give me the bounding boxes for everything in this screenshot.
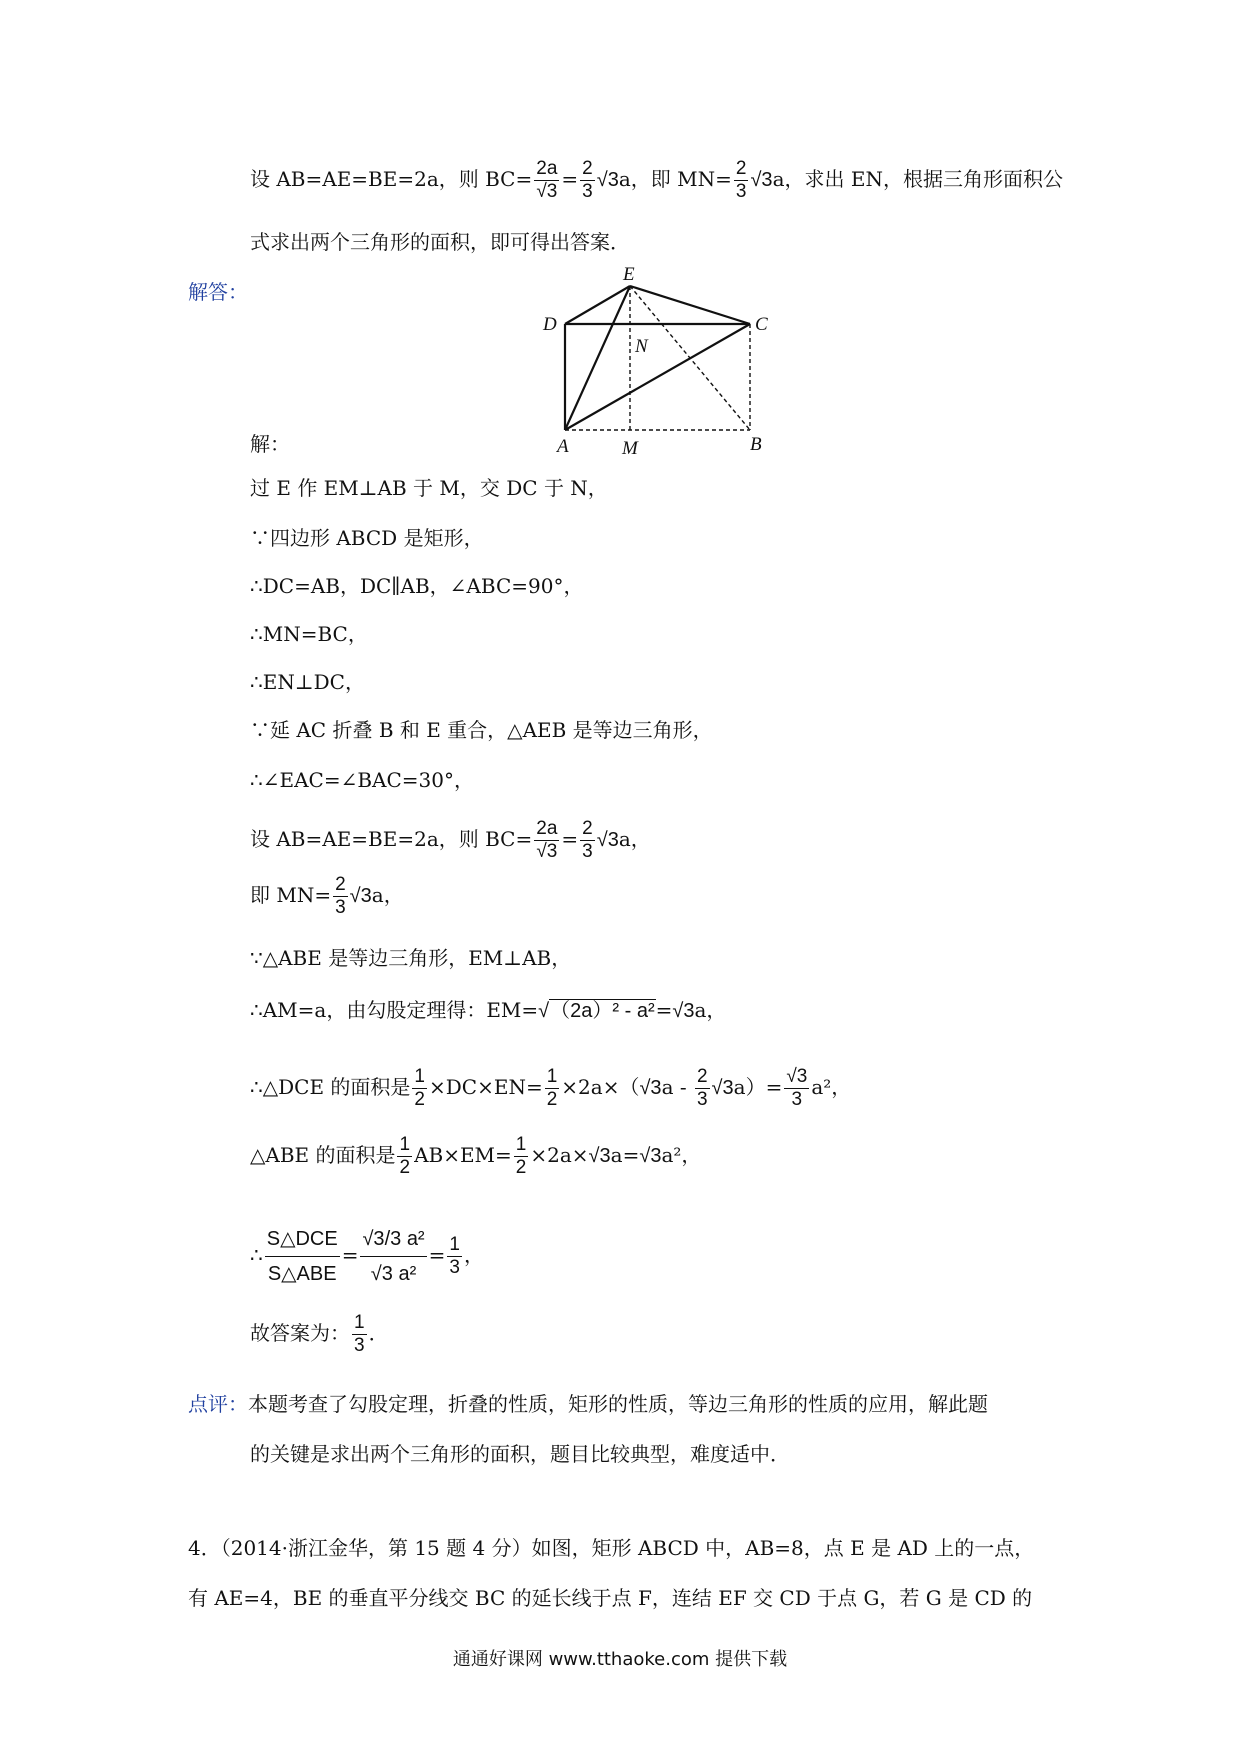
ratio-fraction	[265, 1222, 340, 1291]
radicand: （2a）² - a²	[550, 1000, 655, 1022]
numerator: 2	[582, 818, 593, 839]
text: a²，	[811, 1075, 852, 1099]
geometry-figure	[543, 264, 775, 459]
analysis-line-2: 式求出两个三角形的面积，即可得出答案．	[250, 230, 630, 254]
text: ×DC×EN=	[428, 1075, 543, 1099]
label-n: N	[635, 336, 648, 357]
solution-step-9	[250, 874, 404, 919]
numerator: 2	[735, 158, 747, 179]
denominator: 3	[696, 1089, 708, 1110]
equals: =	[655, 998, 673, 1022]
denominator: 3	[449, 1257, 460, 1278]
denominator: 3	[582, 181, 593, 202]
numerator: √3	[786, 1066, 808, 1087]
sqrt: √3	[349, 885, 372, 907]
text: ×2a×（	[561, 1075, 640, 1099]
value: a²	[406, 1228, 425, 1250]
text: △ABE 的面积是	[250, 1143, 396, 1167]
text: a，即 MN=	[618, 167, 732, 191]
text: 设 AB=AE=BE=2a，则 BC=	[250, 167, 533, 191]
label-b: B	[750, 434, 762, 455]
numerator: √3/3 a²	[360, 1222, 426, 1257]
value-fraction	[360, 1222, 426, 1291]
solution-step-2: ∵四边形 ABCD 是矩形，	[250, 526, 484, 550]
denominator: 3	[735, 181, 747, 202]
solution-step-4: ∴MN=BC，	[250, 622, 368, 646]
answer-label: 解答：	[188, 280, 248, 304]
solution-step-3: ∴DC=AB，DC∥AB，∠ABC=90°，	[250, 574, 584, 598]
label-e: E	[623, 264, 635, 285]
area-dce: S△DCE	[266, 1228, 338, 1250]
denominator	[265, 1257, 340, 1291]
edge-eb-dashed	[630, 286, 750, 430]
answer-fraction	[352, 1312, 367, 1357]
fraction	[580, 818, 595, 863]
fraction-half	[514, 1134, 529, 1179]
numerator: 2a	[536, 158, 558, 179]
solution-step-11	[250, 996, 726, 1025]
numerator: 2a	[536, 818, 558, 839]
text: ∴	[250, 1243, 263, 1267]
sqrt: √3	[639, 1077, 662, 1099]
sqrt: √3	[596, 169, 619, 191]
numerator	[265, 1222, 340, 1257]
solution-step-14	[250, 1222, 484, 1291]
numerator: 1	[399, 1134, 411, 1155]
denominator: √3	[536, 181, 558, 202]
text: a=	[610, 1143, 640, 1167]
edge-ac	[565, 324, 750, 430]
sqrt: √3	[588, 1145, 611, 1167]
edge-ae	[565, 286, 630, 430]
solution-start: 解：	[250, 432, 290, 456]
sqrt: √3	[370, 1263, 393, 1285]
sqrt: √3	[362, 1228, 385, 1250]
label-m: M	[622, 438, 638, 459]
text: ∴△DCE 的面积是	[250, 1075, 411, 1099]
text: ∴AM=a，由勾股定理得：EM=	[250, 998, 539, 1022]
value: a²	[398, 1263, 417, 1285]
equals: =	[341, 1243, 359, 1267]
numerator: 1	[354, 1312, 365, 1333]
label-c: C	[755, 314, 768, 335]
fraction-half	[412, 1066, 427, 1111]
denominator: 3	[354, 1335, 365, 1356]
comment-label: 点评：	[188, 1392, 248, 1416]
text: a）=	[733, 1075, 783, 1099]
numerator: 2	[696, 1066, 708, 1087]
sqrt: √3	[750, 169, 773, 191]
problem-4-line-1: 4．（2014·浙江金华，第 15 题 4 分）如图，矩形 ABCD 中，AB=8，点 E 是 AD 上的一点，	[188, 1536, 1035, 1560]
sqrt: √3	[596, 829, 619, 851]
comment-line-1	[188, 1390, 988, 1418]
solution-step-13	[250, 1134, 701, 1179]
fraction-half	[397, 1134, 412, 1179]
fraction	[534, 818, 559, 863]
text: ，	[463, 1243, 484, 1267]
denominator: 3	[335, 897, 346, 918]
area-abe: S△ABE	[267, 1263, 337, 1285]
text: 即 MN=	[250, 883, 332, 907]
denominator: √3	[536, 841, 558, 862]
text: a，求出 EN，根据三角形面积公	[772, 167, 1063, 191]
numerator: 1	[546, 1066, 558, 1087]
sqrt: √3	[711, 1077, 734, 1099]
text: 故答案为：	[250, 1321, 350, 1345]
equals: =	[428, 1243, 446, 1267]
denominator: 2	[546, 1089, 558, 1110]
denominator: 2	[414, 1089, 425, 1110]
solution-step-15	[250, 1312, 389, 1357]
fraction	[534, 158, 559, 203]
denominator: 3	[582, 841, 593, 862]
analysis-line-1	[250, 158, 1063, 203]
numerator: 1	[515, 1134, 527, 1155]
fraction	[695, 1066, 710, 1111]
numerator: 1	[449, 1234, 460, 1255]
label-a: A	[557, 436, 569, 457]
sqrt: √3	[672, 1000, 695, 1022]
solution-step-7: ∴∠EAC=∠BAC=30°，	[250, 768, 474, 792]
equals: =	[561, 167, 579, 191]
fraction	[580, 158, 595, 203]
text: ×2a×	[530, 1143, 589, 1167]
result-fraction	[447, 1234, 462, 1279]
equals: =	[561, 827, 579, 851]
sqrt-expression: √（2a）² - a²	[538, 1000, 655, 1022]
solution-step-12	[250, 1066, 851, 1111]
numerator: 2	[335, 874, 346, 895]
comment-text: 本题考查了勾股定理，折叠的性质，矩形的性质，等边三角形的性质的应用，解此题	[248, 1392, 988, 1416]
denominator: 2	[515, 1157, 527, 1178]
solution-step-5: ∴EN⊥DC，	[250, 670, 365, 694]
text: a，	[371, 883, 404, 907]
edge-ec	[630, 286, 750, 324]
sqrt: √3	[639, 1145, 662, 1167]
solution-step-10: ∵△ABE 是等边三角形，EM⊥AB，	[250, 946, 572, 970]
solution-step-6: ∵延 AC 折叠 B 和 E 重合，△AEB 是等边三角形，	[250, 718, 713, 742]
numerator: 1	[414, 1066, 425, 1087]
denominator: 2	[399, 1157, 411, 1178]
solution-step-1: 过 E 作 EM⊥AB 于 M，交 DC 于 N，	[250, 476, 608, 500]
denominator	[360, 1257, 426, 1291]
page-footer: 通通好课网 www.tthaoke.com 提供下载	[452, 1649, 788, 1670]
text: a，	[694, 998, 727, 1022]
value: 3	[390, 1228, 402, 1250]
fraction	[734, 158, 749, 203]
text: a，	[618, 827, 651, 851]
fraction-half	[545, 1066, 560, 1111]
text: a -	[661, 1075, 693, 1099]
text: 设 AB=AE=BE=2a，则 BC=	[250, 827, 533, 851]
problem-4-line-2: 有 AE=4，BE 的垂直平分线交 BC 的延长线于点 F，连结 EF 交 CD 于点 G，若 G 是 CD 的	[188, 1586, 1033, 1610]
numerator: 2	[582, 158, 593, 179]
denominator: 3	[791, 1089, 803, 1110]
text: a²，	[661, 1143, 702, 1167]
text: ．	[368, 1321, 389, 1345]
label-d: D	[543, 314, 557, 335]
fraction	[333, 874, 348, 919]
comment-line-2: 的关键是求出两个三角形的面积，题目比较典型，难度适中．	[250, 1442, 790, 1466]
fraction	[784, 1066, 809, 1111]
solution-step-8	[250, 818, 651, 863]
text: AB×EM=	[414, 1143, 512, 1167]
